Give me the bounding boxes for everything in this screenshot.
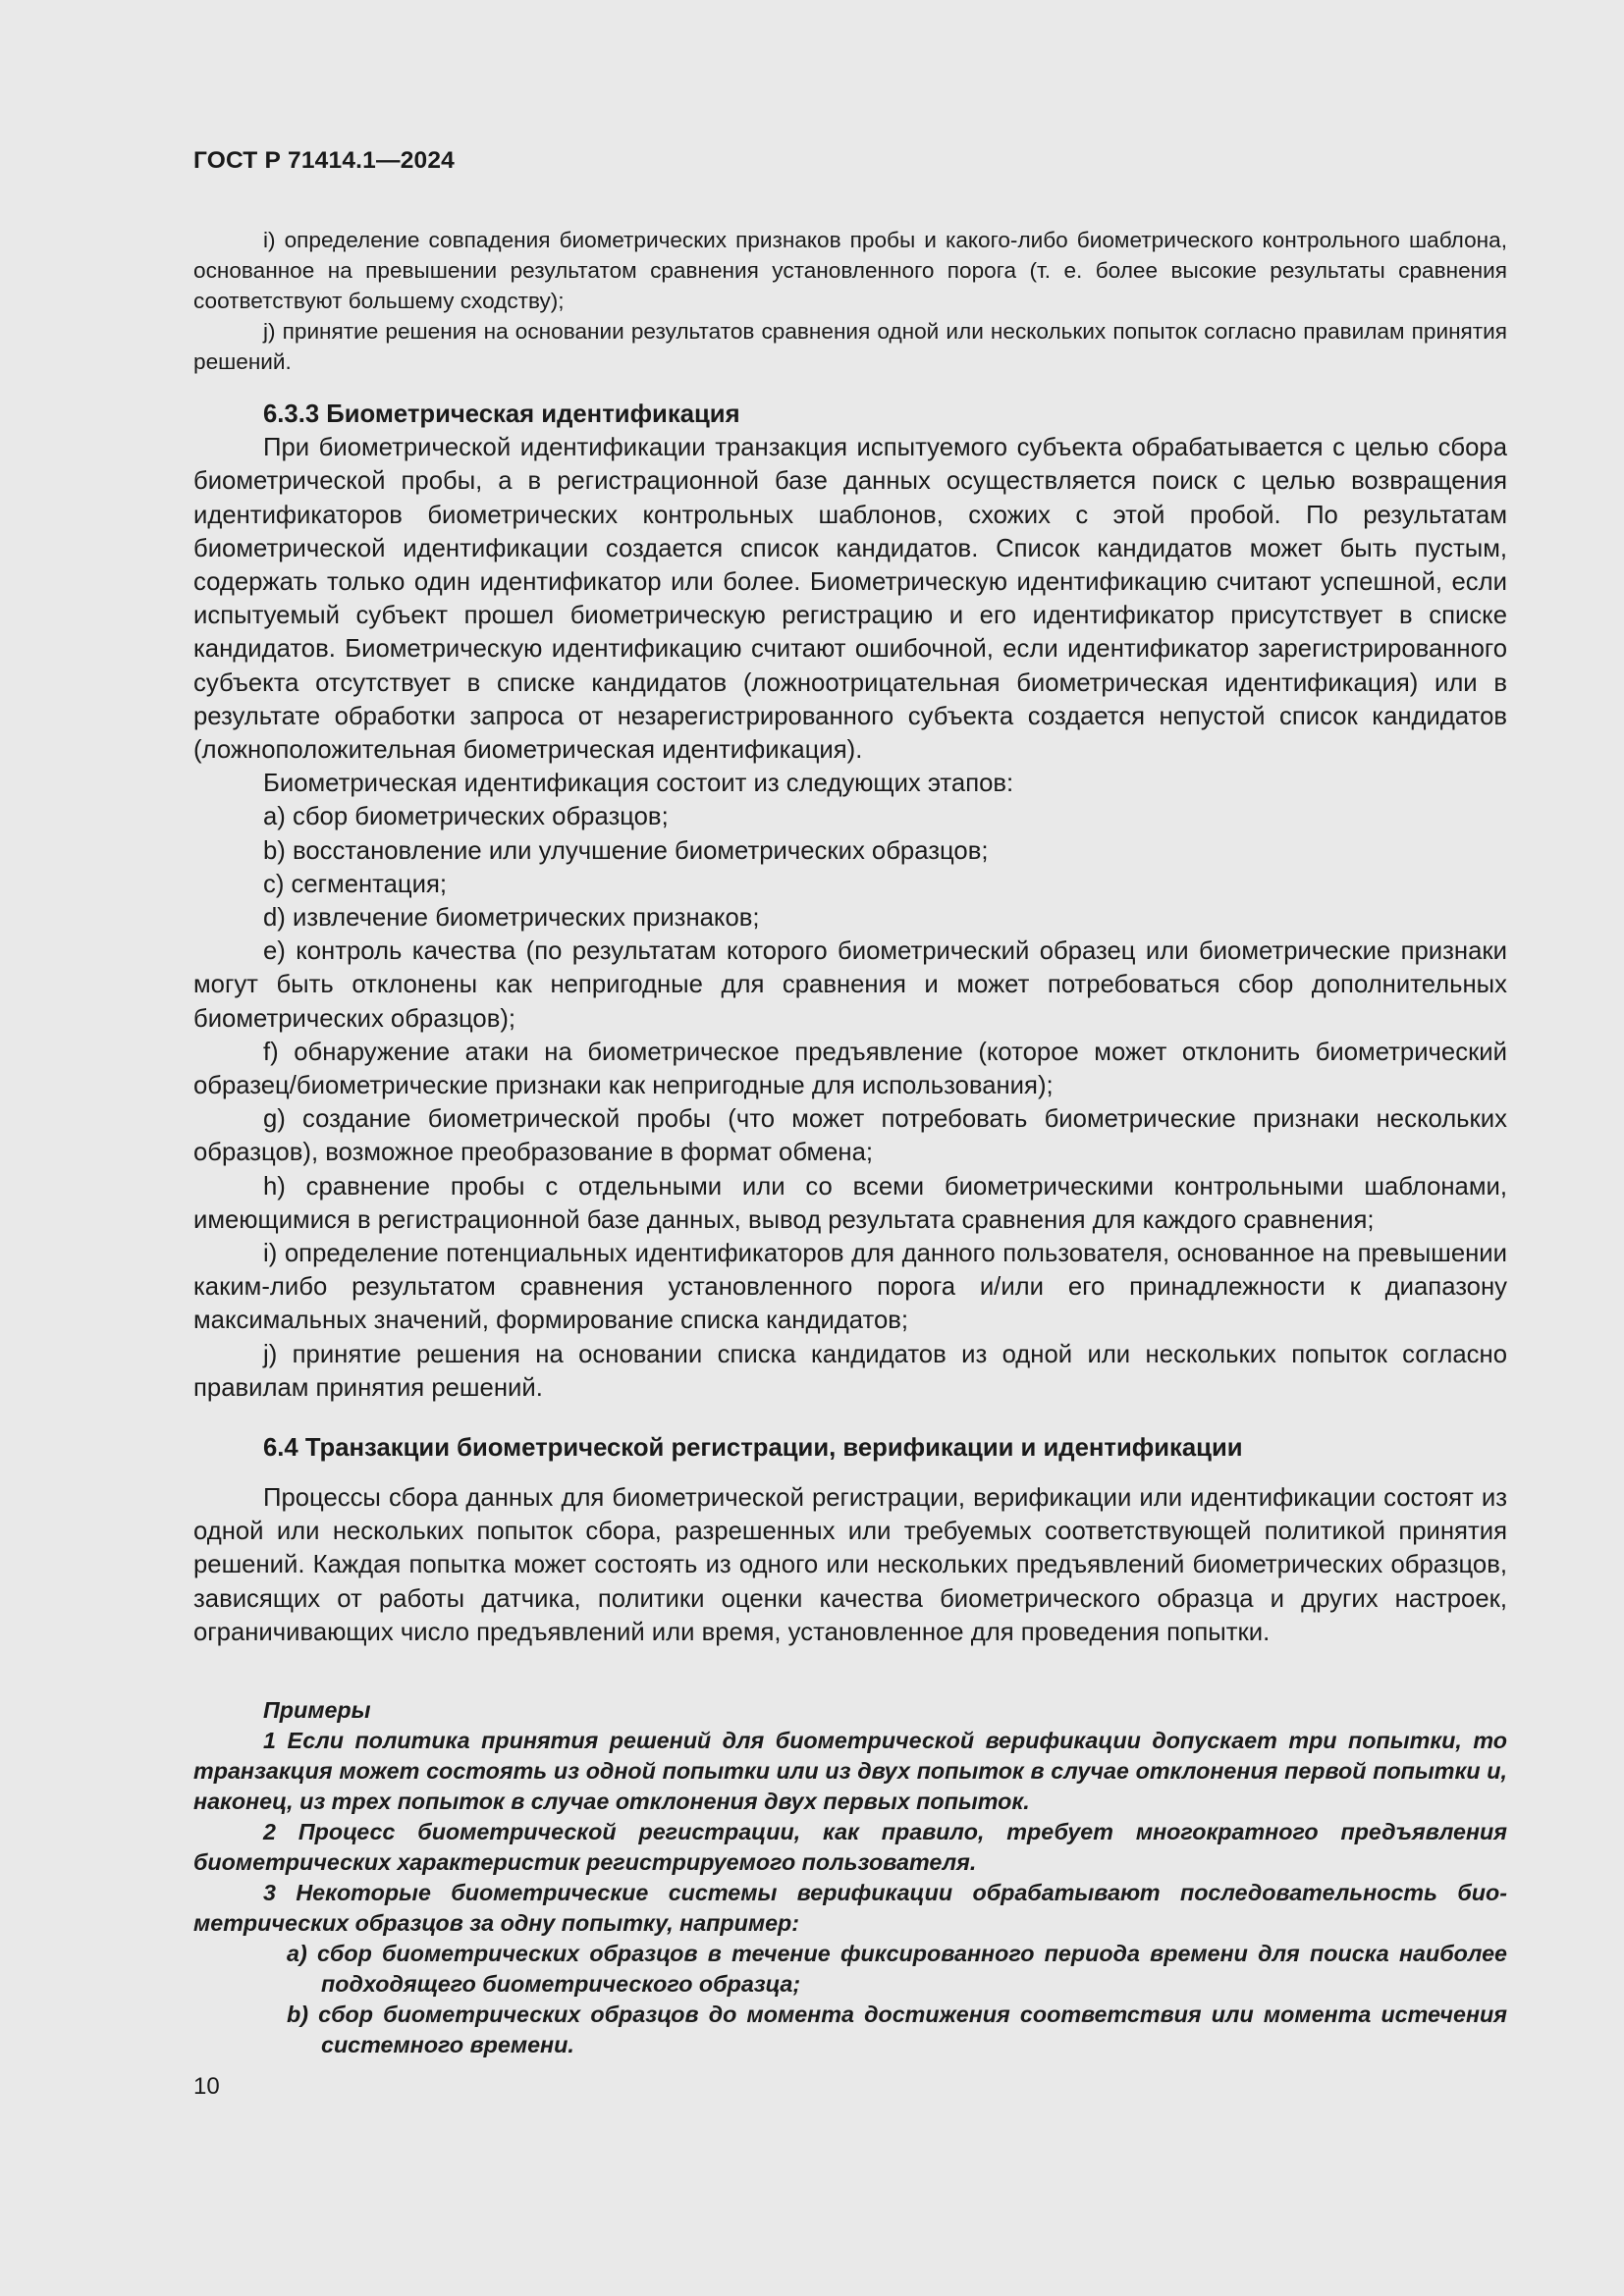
list-item: i) определение потенциальных идентификаторов для данного пользователя, основанное на превышении каким-либо результатом сравнения установленного порога и/или его принадлежности к диапазону максимальных значений, формирование списка кандидатов; (193, 1240, 1507, 1335)
section-6-4-heading-block (193, 1431, 1507, 1465)
example-sub-item: b) сбор биометрических образцов до момента достижения соответствия или момента истечения системного времени. (287, 2002, 1507, 2057)
list-item: e) контроль качества (по результатам которого биометрический образец или биометрические признаки могут быть отклонены как непригодные для сравнения и может потребоваться сбор дополнительных биометрических образцов); (193, 937, 1507, 1033)
section-6-4 (193, 1481, 1507, 1649)
intro-list (193, 225, 1507, 377)
examples-title: Примеры (263, 1697, 371, 1723)
example-item: 3 Некоторые биометрические системы верификации обрабатывают последовательность биометрических образцов за одну попытку, например: (193, 1880, 1507, 1936)
stages-intro: Биометрическая идентификация состоит из следующих этапов: (263, 770, 1014, 798)
example-item: 2 Процесс биометрической регистрации, как правило, требует многократного предъявления биометрических характеристик регистрируемого пользователя. (193, 1819, 1507, 1875)
list-item: j) принятие решения на основании результатов сравнения одной или нескольких попыток согласно правилам принятия решений. (193, 319, 1507, 374)
section-6-3-3 (193, 398, 1507, 1405)
list-item: h) сравнение пробы с отдельными или со всеми биометрическими контрольными шаблонами, имеющимися в регистрационной базе данных, вывод результата сравнения для каждого сравнения; (193, 1172, 1507, 1234)
document-code: ГОСТ Р 71414.1—2024 (193, 147, 455, 174)
page-number: 10 (193, 2073, 220, 2100)
example-item: 1 Если политика принятия решений для биометрической верификации допускает три попытки, то транзакция может состоять из одной попытки или из двух попыток в случае отклонения первой попытки и, наконец, из трех попыток в случае отклонения двух первых попыток. (193, 1728, 1507, 1814)
example-sub-list (193, 1939, 1507, 2060)
list-item: i) определение совпадения биометрических признаков пробы и какого-либо биометрического контрольного шаблона, основанное на превышении результатом сравнения установленного порога (т. е. более высокие результаты сравнения соответствуют большему сходству); (193, 228, 1507, 313)
list-item: a) сбор биометрических образцов; (263, 803, 669, 831)
examples-block (193, 1695, 1507, 2060)
section-paragraph: Процессы сбора данных для биометрической регистрации, верификации или идентификации состоят из одной или нескольких попыток сбора, разрешенных или требуемых соответствующей политикой принятия решений. Каждая попытка может состоять из одного или нескольких предъявлений биометрических образцов, зависящих от работы датчика, политики оценки качества биометрического образца и других настроек, ограничивающих число предъявлений или время, установленное для проведения попытки. (193, 1484, 1507, 1646)
list-item: d) извлечение биометрических признаков; (263, 904, 760, 933)
section-paragraph: При биометрической идентификации транзакция испытуемого субъекта обрабатывается с целью сбора биометрической пробы, а в регистрационной базе данных осуществляется поиск с целью возвращения идентификаторов биометрических контрольных шаблонов, схожих с этой пробой. По результатам биометрической идентификации создается список кандидатов. Список кандидатов может быть пустым, содержать только один идентификатор или более. Биометрическую идентификацию считают успешной, если испытуемый субъект прошел биометрическую регистрацию и его идентификатор присутствует в списке кандидатов. Биометрическую идентификацию считают ошибочной, если идентификатор зарегистрированного субъекта отсутствует в списке кандидатов (ложноотрицательная биометрическая идентификация) или в результате обработки запроса от незарегистрированного субъекта создается непустой список кандидатов (ложноположительная биометрическая идентификация). (193, 434, 1507, 765)
section-heading: 6.3.3 Биометрическая идентификация (263, 400, 740, 428)
example-sub-item: a) сбор биометрических образцов в течение фиксированного периода времени для поиска наиболее подходящего биометрического образца; (287, 1941, 1507, 1997)
list-item: c) сегментация; (263, 870, 448, 898)
list-item: b) восстановление или улучшение биометрических образцов; (263, 836, 989, 865)
section-heading: 6.4 Транзакции биометрической регистрации, верификации и идентификации (263, 1434, 1243, 1462)
list-item: f) обнаружение атаки на биометрическое предъявление (которое может отклонить биометрический образец/биометрические признаки как непригодные для использования); (193, 1038, 1507, 1100)
list-item: j) принятие решения на основании списка кандидатов из одной или нескольких попыток согласно правилам принятия решений. (193, 1340, 1507, 1402)
list-item: g) создание биометрической пробы (что может потребовать биометрические признаки нескольких образцов), возможное преобразование в формат обмена; (193, 1105, 1507, 1167)
